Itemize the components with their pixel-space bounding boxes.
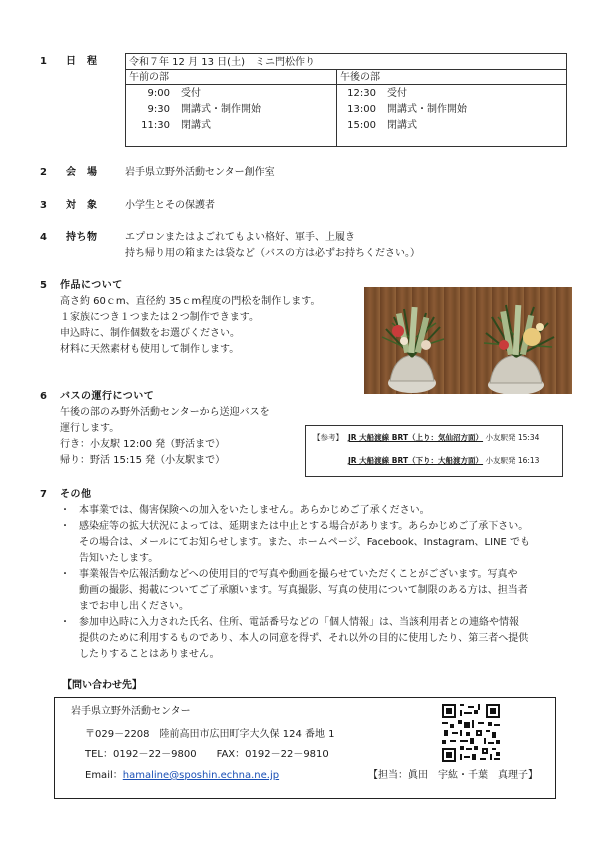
section-1-heading: 日 程 (66, 56, 98, 67)
morning-time-2: 9:30 (147, 104, 170, 115)
morning-label: 午前の部 (129, 72, 169, 83)
bus-line-1: 午後の部のみ野外活動センターから送迎バスを (60, 407, 270, 418)
section-5-heading: 作品について (60, 280, 123, 291)
section-7-heading: その他 (60, 489, 92, 500)
reference-route-2: JR 大船渡線 BRT（下り：大船渡方面） (348, 456, 484, 465)
kadomatsu-illustration (364, 287, 572, 394)
morning-header (126, 69, 336, 85)
note-3-bullet: ・ (60, 569, 70, 580)
belongings-line-2: 持ち帰り用の箱または袋など（バスの方は必ずお持ちください。） (125, 248, 420, 259)
morning-time-1: 9:00 (147, 88, 170, 99)
afternoon-event-1: 受付 (387, 88, 407, 99)
target-text: 小学生とその保護者 (125, 200, 215, 211)
morning-event-1: 受付 (181, 88, 201, 99)
section-6-heading: バスの運行について (60, 391, 155, 402)
morning-event-2: 開講式・制作開始 (181, 104, 261, 115)
email-link[interactable]: hamaline@sposhin.echna.ne.jp (122, 770, 280, 781)
note-1-line-1: 本事業では、傷害保険への加入をいたしません。あらかじめご了承ください。 (79, 505, 430, 516)
section-7-number: 7 (40, 489, 47, 500)
work-line-1: 高さ約 60ｃm、直径約 35ｃm程度の門松を制作します。 (60, 296, 321, 307)
section-4-number: 4 (40, 232, 47, 243)
note-4-line-2: 提供のために利用するものであり、本人の同意を得ず、それ以外の目的に使用したり、第三者へ提供 (79, 633, 529, 644)
section-4-heading: 持ち物 (66, 232, 98, 243)
afternoon-time-3: 15:00 (347, 120, 376, 131)
contact-tel-fax: TEL：0192－22－9800 FAX：0192－22－9810 (85, 749, 329, 760)
note-4-bullet: ・ (60, 617, 70, 628)
section-3-number: 3 (40, 200, 47, 211)
bus-line-4: 帰り：野活 15:15 発（小友駅まで） (60, 455, 226, 466)
kadomatsu-photo (364, 287, 572, 394)
note-1-bullet: ・ (60, 505, 70, 516)
morning-event-3: 閉講式 (181, 120, 211, 131)
reference-tag: 【参考】 (313, 433, 343, 442)
note-2-bullet: ・ (60, 521, 70, 532)
work-line-4: 材料に天然素材も使用して制作します。 (60, 344, 240, 355)
bus-line-3: 行き：小友駅 12:00 発（野活まで） (60, 439, 226, 450)
afternoon-label: 午後の部 (340, 72, 380, 83)
venue-text: 岩手県立野外活動センター創作室 (125, 167, 275, 178)
schedule-table (125, 53, 567, 147)
reference-route-1: JR 大船渡線 BRT（上り：気仙沼方面） (348, 433, 484, 442)
reference-line-2 (348, 455, 539, 466)
section-2-number: 2 (40, 167, 47, 178)
note-2-line-1: 感染症等の拡大状況によっては、延期または中止とする場合があります。あらかじめご了承下さい。 (79, 521, 529, 532)
afternoon-time-2: 13:00 (347, 104, 376, 115)
afternoon-event-3: 閉講式 (387, 120, 417, 131)
morning-time-3: 11:30 (141, 120, 170, 131)
section-2-heading: 会 場 (66, 167, 98, 178)
note-4-line-3: したりすることはありません。 (79, 649, 220, 660)
work-line-2: １家族につき１つまたは２つ制作できます。 (60, 312, 259, 323)
note-3-line-3: までお申し出ください。 (79, 601, 189, 612)
section-6-number: 6 (40, 391, 47, 402)
section-3-heading: 対 象 (66, 200, 98, 211)
contact-heading: 【問い合わせ先】 (62, 680, 142, 691)
reference-line-1 (348, 432, 539, 443)
section-5-number: 5 (40, 280, 47, 291)
note-2-line-2: その場合は、メールにてお知らせします。また、ホームページ、Facebook、Instagram、LINE でも (79, 537, 531, 548)
note-3-line-2: 動画の撮影、掲載についてご了承願います。写真撮影、写真の使用について制限のある方は、担当者 (79, 585, 528, 596)
contact-email-row (85, 768, 279, 783)
qr-code-icon[interactable] (442, 704, 500, 762)
section-1-number: 1 (40, 56, 47, 67)
schedule-title-row (126, 54, 566, 70)
note-4-line-1: 参加申込時に入力された氏名、住所、電話番号などの「個人情報」は、当該利用者との連絡や情報 (79, 617, 519, 628)
bus-line-2: 運行します。 (60, 423, 120, 434)
belongings-line-1: エプロンまたはよごれてもよい格好、軍手、上履き (125, 232, 355, 243)
contact-box (54, 697, 556, 799)
schedule-date-title: 令和７年 12 月 13 日(土) ミニ門松作り (129, 57, 315, 68)
contact-staff: 【担当：眞田 宇紘・千葉 真理子】 (368, 770, 538, 781)
reference-time-2: 小友駅発 16:13 (485, 456, 540, 465)
reference-time-1: 小友駅発 15:34 (485, 433, 540, 442)
contact-address: 〒029－2208 陸前高田市広田町字大久保 124 番地 1 (85, 729, 335, 740)
reference-box (305, 425, 563, 477)
contact-org: 岩手県立野外活動センター (71, 706, 191, 717)
note-3-line-1: 事業報告や広報活動などへの使用目的で写真や動画を撮らせていただくことがございます。写真や (79, 569, 518, 580)
afternoon-event-2: 開講式・制作開始 (387, 104, 467, 115)
note-2-line-3: 告知いたします。 (79, 553, 159, 564)
email-label: Email： (85, 770, 123, 781)
work-line-3: 申込時に、制作個数をお選びください。 (60, 328, 240, 339)
afternoon-time-1: 12:30 (347, 88, 376, 99)
afternoon-header (337, 69, 566, 85)
